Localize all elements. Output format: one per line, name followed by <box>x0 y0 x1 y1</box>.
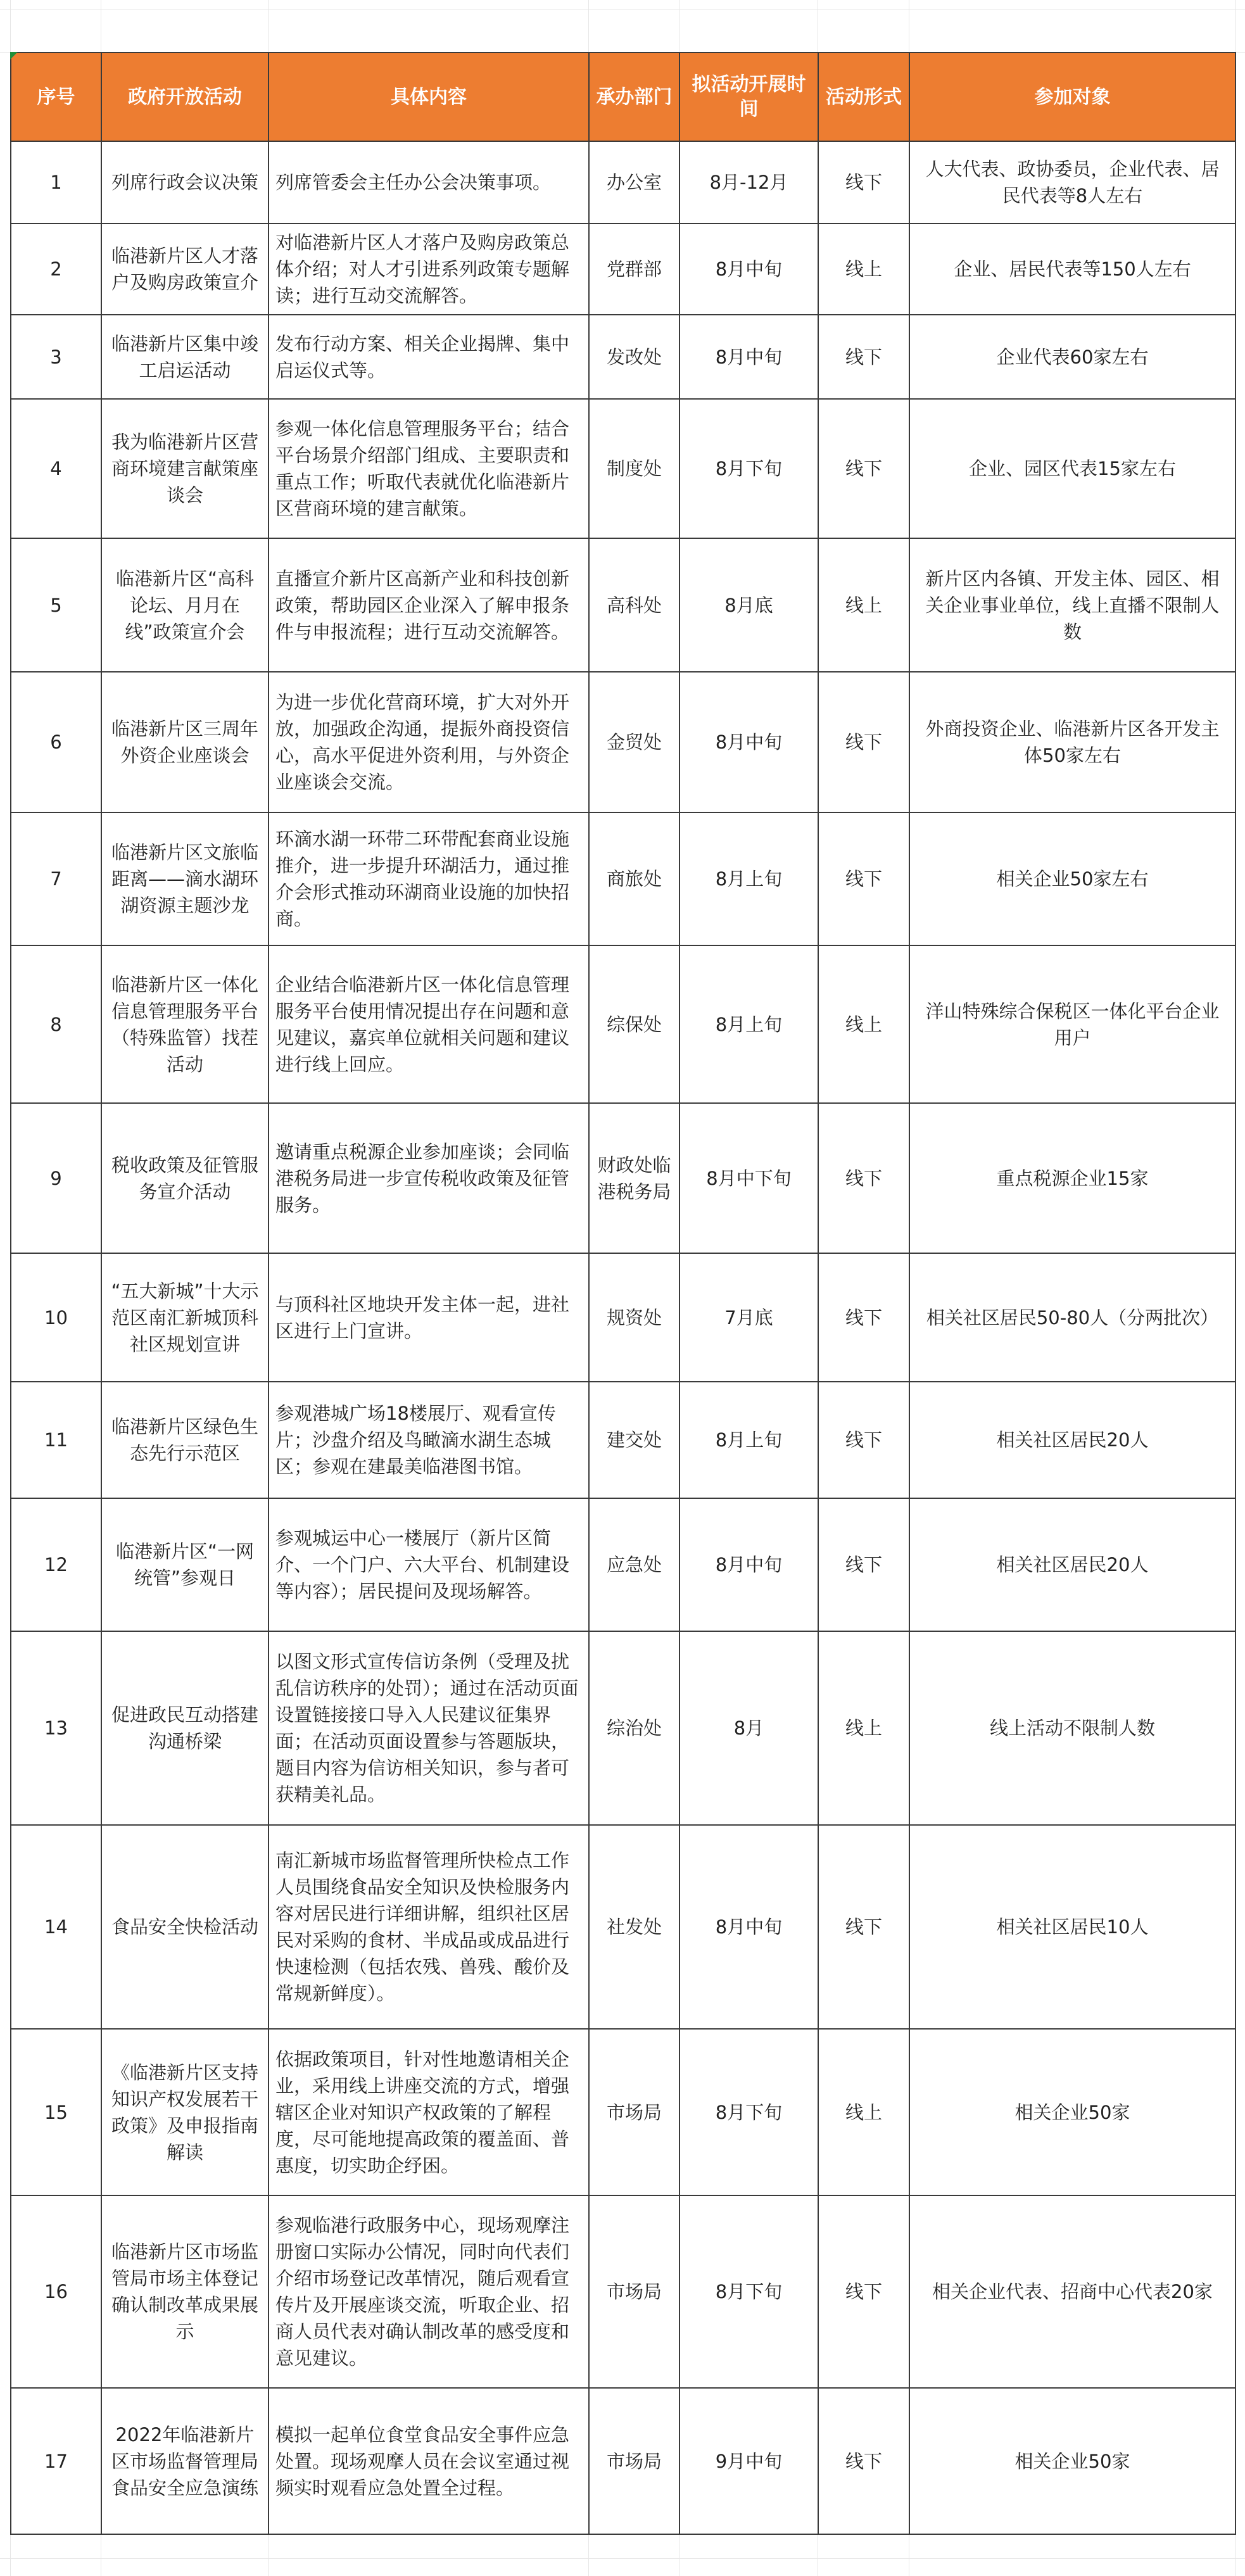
host-department-cell: 金贸处 <box>589 672 679 812</box>
row-number-cell: 17 <box>11 2388 101 2534</box>
host-department-cell: 办公室 <box>589 141 679 224</box>
table-row <box>11 1382 1236 1498</box>
activity-detail-cell: 为进一步优化营商环境，扩大对外开放，加强政企沟通，提振外商投资信心，高水平促进外资利用，与外资企业座谈会交流。 <box>269 672 589 812</box>
activity-name-cell: 列席行政会议决策 <box>101 141 269 224</box>
activity-name-cell: “五大新城”十大示范区南汇新城顶科社区规划宣讲 <box>101 1253 269 1382</box>
header-row <box>11 53 1236 141</box>
planned-time-cell: 8月中旬 <box>679 1825 818 2029</box>
activity-name-cell: 2022年临港新片区市场监督管理局食品安全应急演练 <box>101 2388 269 2534</box>
activity-detail-cell: 与顶科社区地块开发主体一起，进社区进行上门宣讲。 <box>269 1253 589 1382</box>
activity-name-cell: 临港新片区人才落户及购房政策宣介 <box>101 224 269 315</box>
row-number-cell: 1 <box>11 141 101 224</box>
host-department-cell: 制度处 <box>589 399 679 538</box>
activity-form-cell: 线下 <box>818 2388 909 2534</box>
planned-time-cell: 8月中旬 <box>679 315 818 399</box>
host-department-cell: 规资处 <box>589 1253 679 1382</box>
activity-form-cell: 线上 <box>818 224 909 315</box>
activity-detail-cell: 企业结合临港新片区一体化信息管理服务平台使用情况提出存在问题和意见建议，嘉宾单位就相关问题和建议进行线上回应。 <box>269 945 589 1103</box>
activity-name-cell: 临港新片区一体化信息管理服务平台（特殊监管）找茬活动 <box>101 945 269 1103</box>
activity-form-cell: 线下 <box>818 1253 909 1382</box>
activity-detail-cell: 环滴水湖一环带二环带配套商业设施推介，进一步提升环湖活力，通过推介会形式推动环湖商业设施的加快招商。 <box>269 812 589 945</box>
activity-detail-cell: 发布行动方案、相关企业揭牌、集中启运仪式等。 <box>269 315 589 399</box>
activity-form-cell: 线下 <box>818 399 909 538</box>
activity-name-cell: 临港新片区“一网统管”参观日 <box>101 1498 269 1631</box>
planned-time-cell: 8月下旬 <box>679 2195 818 2388</box>
host-department-cell: 高科处 <box>589 538 679 672</box>
table-row <box>11 812 1236 945</box>
planned-time-cell: 8月 <box>679 1631 818 1825</box>
planned-time-cell: 8月中旬 <box>679 224 818 315</box>
activity-detail-cell: 参观港城广场18楼展厅、观看宣传片；沙盘介绍及鸟瞰滴水湖生态城区；参观在建最美临港图书馆。 <box>269 1382 589 1498</box>
table-row <box>11 1825 1236 2029</box>
table-row <box>11 672 1236 812</box>
activity-form-cell: 线上 <box>818 2029 909 2195</box>
row-number-cell: 3 <box>11 315 101 399</box>
participants-cell: 企业代表60家左右 <box>909 315 1236 399</box>
participants-cell: 相关社区居民20人 <box>909 1498 1236 1631</box>
activity-name-cell: 临港新片区绿色生态先行示范区 <box>101 1382 269 1498</box>
activity-form-cell: 线下 <box>818 1382 909 1498</box>
table-row <box>11 945 1236 1103</box>
activity-name-cell: 我为临港新片区营商环境建言献策座谈会 <box>101 399 269 538</box>
activity-form-cell: 线上 <box>818 1631 909 1825</box>
table-row <box>11 399 1236 538</box>
row-number-cell: 10 <box>11 1253 101 1382</box>
table-row <box>11 141 1236 224</box>
activity-name-cell: 食品安全快检活动 <box>101 1825 269 2029</box>
activity-form-cell: 线上 <box>818 538 909 672</box>
activity-form-cell: 线下 <box>818 1825 909 2029</box>
participants-cell: 重点税源企业15家 <box>909 1103 1236 1253</box>
participants-cell: 外商投资企业、临港新片区各开发主体50家左右 <box>909 672 1236 812</box>
participants-cell: 相关企业50家左右 <box>909 812 1236 945</box>
table-row <box>11 1498 1236 1631</box>
row-number-cell: 8 <box>11 945 101 1103</box>
activity-detail-cell: 对临港新片区人才落户及购房政策总体介绍；对人才引进系列政策专题解读；进行互动交流解答。 <box>269 224 589 315</box>
host-department-cell: 党群部 <box>589 224 679 315</box>
row-number-cell: 11 <box>11 1382 101 1498</box>
row-number-cell: 12 <box>11 1498 101 1631</box>
header-activity: 政府开放活动 <box>101 53 269 141</box>
table-row <box>11 2195 1236 2388</box>
table-row <box>11 1103 1236 1253</box>
activity-name-cell: 临港新片区集中竣工启运活动 <box>101 315 269 399</box>
header-num: 序号 <box>11 53 101 141</box>
header-dept: 承办部门 <box>589 53 679 141</box>
row-number-cell: 13 <box>11 1631 101 1825</box>
planned-time-cell: 8月中下旬 <box>679 1103 818 1253</box>
activity-form-cell: 线下 <box>818 1498 909 1631</box>
planned-time-cell: 8月中旬 <box>679 672 818 812</box>
participants-cell: 相关社区居民20人 <box>909 1382 1236 1498</box>
cell-corner-marker <box>10 52 18 60</box>
participants-cell: 相关企业代表、招商中心代表20家 <box>909 2195 1236 2388</box>
activity-form-cell: 线上 <box>818 945 909 1103</box>
activity-detail-cell: 依据政策项目，针对性地邀请相关企业，采用线上讲座交流的方式，增强辖区企业对知识产权政策的了解程度，尽可能地提高政策的覆盖面、普惠度，切实助企纾困。 <box>269 2029 589 2195</box>
host-department-cell: 综治处 <box>589 1631 679 1825</box>
planned-time-cell: 8月底 <box>679 538 818 672</box>
row-number-cell: 4 <box>11 399 101 538</box>
activity-detail-cell: 模拟一起单位食堂食品安全事件应急处置。现场观摩人员在会议室通过视频实时观看应急处置全过程。 <box>269 2388 589 2534</box>
host-department-cell: 应急处 <box>589 1498 679 1631</box>
participants-cell: 洋山特殊综合保税区一体化平台企业用户 <box>909 945 1236 1103</box>
planned-time-cell: 7月底 <box>679 1253 818 1382</box>
participants-cell: 相关社区居民10人 <box>909 1825 1236 2029</box>
activity-detail-cell: 参观一体化信息管理服务平台；结合平台场景介绍部门组成、主要职责和重点工作；听取代表就优化临港新片区营商环境的建言献策。 <box>269 399 589 538</box>
planned-time-cell: 8月下旬 <box>679 2029 818 2195</box>
planned-time-cell: 8月-12月 <box>679 141 818 224</box>
activity-detail-cell: 列席管委会主任办公会决策事项。 <box>269 141 589 224</box>
participants-cell: 相关企业50家 <box>909 2388 1236 2534</box>
participants-cell: 相关社区居民50-80人（分两批次） <box>909 1253 1236 1382</box>
activity-name-cell: 临港新片区“高科论坛、月月在线”政策宣介会 <box>101 538 269 672</box>
activity-name-cell: 促进政民互动搭建沟通桥梁 <box>101 1631 269 1825</box>
activity-form-cell: 线下 <box>818 672 909 812</box>
planned-time-cell: 8月下旬 <box>679 399 818 538</box>
participants-cell: 人大代表、政协委员，企业代表、居民代表等8人左右 <box>909 141 1236 224</box>
activity-form-cell: 线下 <box>818 315 909 399</box>
header-participants: 参加对象 <box>909 53 1236 141</box>
participants-cell: 企业、居民代表等150人左右 <box>909 224 1236 315</box>
host-department-cell: 发改处 <box>589 315 679 399</box>
participants-cell: 线上活动不限制人数 <box>909 1631 1236 1825</box>
activity-detail-cell: 直播宣介新片区高新产业和科技创新政策，帮助园区企业深入了解申报条件与申报流程；进行互动交流解答。 <box>269 538 589 672</box>
row-number-cell: 16 <box>11 2195 101 2388</box>
host-department-cell: 商旅处 <box>589 812 679 945</box>
table-row <box>11 538 1236 672</box>
row-number-cell: 9 <box>11 1103 101 1253</box>
activity-detail-cell: 南汇新城市场监督管理所快检点工作人员围绕食品安全知识及快检服务内容对居民进行详细讲解，组织社区居民对采购的食材、半成品或成品进行快速检测（包括农残、兽残、酸价及常规新鲜度）。 <box>269 1825 589 2029</box>
activity-name-cell: 临港新片区文旅临距离——滴水湖环湖资源主题沙龙 <box>101 812 269 945</box>
table-row <box>11 224 1236 315</box>
planned-time-cell: 8月上旬 <box>679 812 818 945</box>
table-row <box>11 1253 1236 1382</box>
activity-name-cell: 《临港新片区支持知识产权发展若干政策》及申报指南解读 <box>101 2029 269 2195</box>
activity-detail-cell: 参观城运中心一楼展厅（新片区简介、一个门户、六大平台、机制建设等内容）；居民提问及现场解答。 <box>269 1498 589 1631</box>
host-department-cell: 建交处 <box>589 1382 679 1498</box>
activity-form-cell: 线下 <box>818 1103 909 1253</box>
table-row <box>11 2388 1236 2534</box>
planned-time-cell: 9月中旬 <box>679 2388 818 2534</box>
activity-detail-cell: 参观临港行政服务中心，现场观摩注册窗口实际办公情况，同时向代表们介绍市场登记改革情况，随后观看宣传片及开展座谈交流，听取企业、招商人员代表对确认制改革的感受度和意见建议。 <box>269 2195 589 2388</box>
row-number-cell: 14 <box>11 1825 101 2029</box>
header-detail: 具体内容 <box>269 53 589 141</box>
activity-name-cell: 临港新片区三周年外资企业座谈会 <box>101 672 269 812</box>
activity-name-cell: 临港新片区市场监管局市场主体登记确认制改革成果展示 <box>101 2195 269 2388</box>
table-row <box>11 315 1236 399</box>
activity-detail-cell: 邀请重点税源企业参加座谈；会同临港税务局进一步宣传税收政策及征管服务。 <box>269 1103 589 1253</box>
participants-cell: 相关企业50家 <box>909 2029 1236 2195</box>
host-department-cell: 市场局 <box>589 2029 679 2195</box>
table-row <box>11 2029 1236 2195</box>
participants-cell: 新片区内各镇、开发主体、园区、相关企业事业单位，线上直播不限制人数 <box>909 538 1236 672</box>
activity-detail-cell: 以图文形式宣传信访条例（受理及扰乱信访秩序的处罚）；通过在活动页面设置链接接口导入人民建议征集界面；在活动页面设置参与答题版块，题目内容为信访相关知识，参与者可获精美礼品。 <box>269 1631 589 1825</box>
row-number-cell: 15 <box>11 2029 101 2195</box>
row-number-cell: 6 <box>11 672 101 812</box>
planned-time-cell: 8月中旬 <box>679 1498 818 1631</box>
planned-time-cell: 8月上旬 <box>679 945 818 1103</box>
host-department-cell: 社发处 <box>589 1825 679 2029</box>
activity-form-cell: 线下 <box>818 141 909 224</box>
row-number-cell: 5 <box>11 538 101 672</box>
host-department-cell: 市场局 <box>589 2195 679 2388</box>
gridline-horizontal <box>0 2558 1245 2559</box>
open-activities-table <box>10 52 1236 2535</box>
activity-form-cell: 线下 <box>818 812 909 945</box>
header-time: 拟活动开展时间 <box>679 53 818 141</box>
activity-form-cell: 线下 <box>818 2195 909 2388</box>
row-number-cell: 7 <box>11 812 101 945</box>
participants-cell: 企业、园区代表15家左右 <box>909 399 1236 538</box>
host-department-cell: 市场局 <box>589 2388 679 2534</box>
host-department-cell: 财政处临港税务局 <box>589 1103 679 1253</box>
row-number-cell: 2 <box>11 224 101 315</box>
activity-name-cell: 税收政策及征管服务宣介活动 <box>101 1103 269 1253</box>
header-form: 活动形式 <box>818 53 909 141</box>
host-department-cell: 综保处 <box>589 945 679 1103</box>
planned-time-cell: 8月上旬 <box>679 1382 818 1498</box>
table-row <box>11 1631 1236 1825</box>
